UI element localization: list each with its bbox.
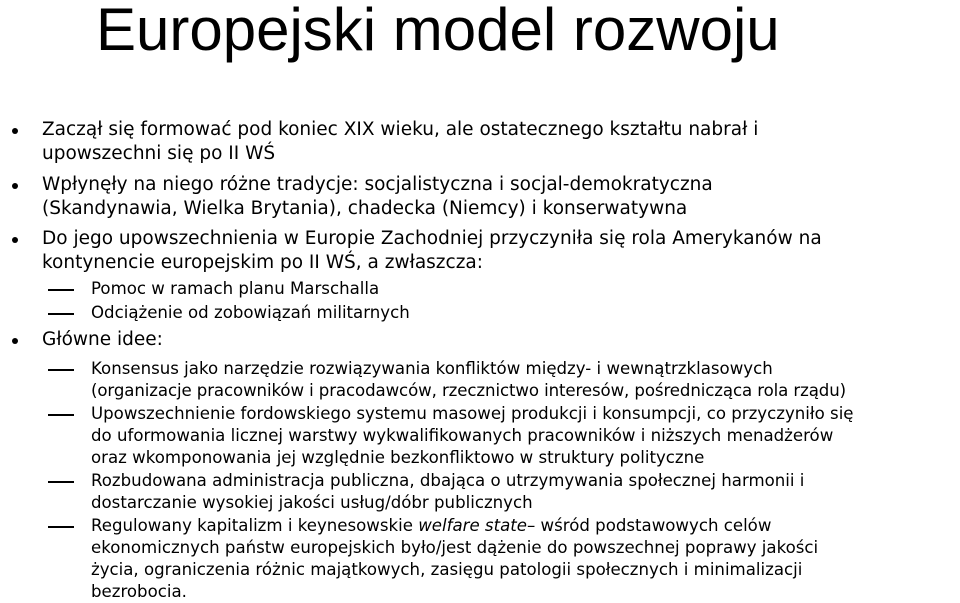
bullet-line: dostarczanie wysokiej jakości usług/dóbr publicznych — [91, 493, 533, 512]
bullet-line: Główne idee: — [42, 329, 163, 350]
bullet-line: do uformowania licznej warstwy wykwalifikowanych pracowników i niższych menadżerów — [91, 426, 834, 445]
bullet-line: Upowszechnienie fordowskiego systemu masowej produkcji i konsumpcji, co przyczyniło się — [91, 404, 854, 423]
sub-bullet-item — [91, 403, 960, 469]
bullet-line: upowszechni się po II WŚ — [42, 143, 276, 164]
sub-bullet-item — [91, 302, 960, 324]
bullet-line: (Skandynawia, Wielka Brytania), chadecka (Niemcy) i konserwatywna — [42, 198, 688, 219]
bullet-dot-icon — [12, 128, 18, 134]
bullet-item — [42, 118, 947, 166]
bullet-line: Wpłynęły na niego różne tradycje: socjalistyczna i socjal-demokratyczna — [42, 174, 713, 195]
bullet-line: Do jego upowszechnienia w Europie Zachodniej przyczyniła się rola Amerykanów na — [42, 228, 822, 249]
bullet-item — [42, 328, 947, 352]
bullet-text: – wśród podstawowych celów — [526, 516, 772, 535]
italic-term: welfare state — [418, 516, 527, 535]
dash-icon — [48, 369, 74, 371]
dash-icon — [48, 481, 74, 483]
bullet-item — [42, 227, 947, 275]
bullet-line: ekonomicznych państw europejskich było/jest dążenie do powszechnej poprawy jakości — [91, 538, 819, 557]
bullet-line: oraz wkomponowania jej względnie bezkonfliktowo w struktury polityczne — [91, 448, 705, 467]
bullet-dot-icon — [12, 183, 18, 189]
bullet-line: życia, ograniczenia różnic majątkowych, zasięgu patologii społecznych i minimalizacji — [91, 560, 803, 579]
bullet-item — [42, 173, 947, 221]
dash-icon — [48, 313, 74, 315]
bullet-line: Konsensus jako narzędzie rozwiązywania konfliktów między- i wewnątrzklasowych — [91, 359, 773, 378]
dash-icon — [48, 289, 74, 291]
sub-bullet-item — [91, 278, 960, 300]
sub-bullet-item — [91, 470, 960, 514]
dash-icon — [48, 526, 74, 528]
bullet-dot-icon — [12, 237, 18, 243]
sub-bullet-item — [91, 515, 960, 603]
bullet-line: Odciążenie od zobowiązań militarnych — [91, 303, 410, 322]
bullet-dot-icon — [12, 338, 18, 344]
bullet-line-mixed — [91, 515, 960, 537]
bullet-text: Regulowany kapitalizm i keynesowskie — [91, 516, 419, 535]
bullet-line: Rozbudowana administracja publiczna, dbająca o utrzymywania społecznej harmonii i — [91, 471, 805, 490]
bullet-line: (organizacje pracowników i pracodawców, rzecznictwo interesów, pośrednicząca rola rządu) — [91, 381, 847, 400]
dash-icon — [48, 414, 74, 416]
bullet-line: Zaczął się formować pod koniec XIX wieku, ale ostatecznego kształtu nabrał i — [42, 119, 759, 140]
slide-title: Europejski model rozwoju — [96, 0, 780, 63]
bullet-line: Pomoc w ramach planu Marschalla — [91, 279, 380, 298]
bullet-line: kontynencie europejskim po II WŚ, a zwłaszcza: — [42, 252, 483, 273]
bullet-line: bezrobocia. — [91, 582, 187, 601]
sub-bullet-item — [91, 358, 960, 402]
